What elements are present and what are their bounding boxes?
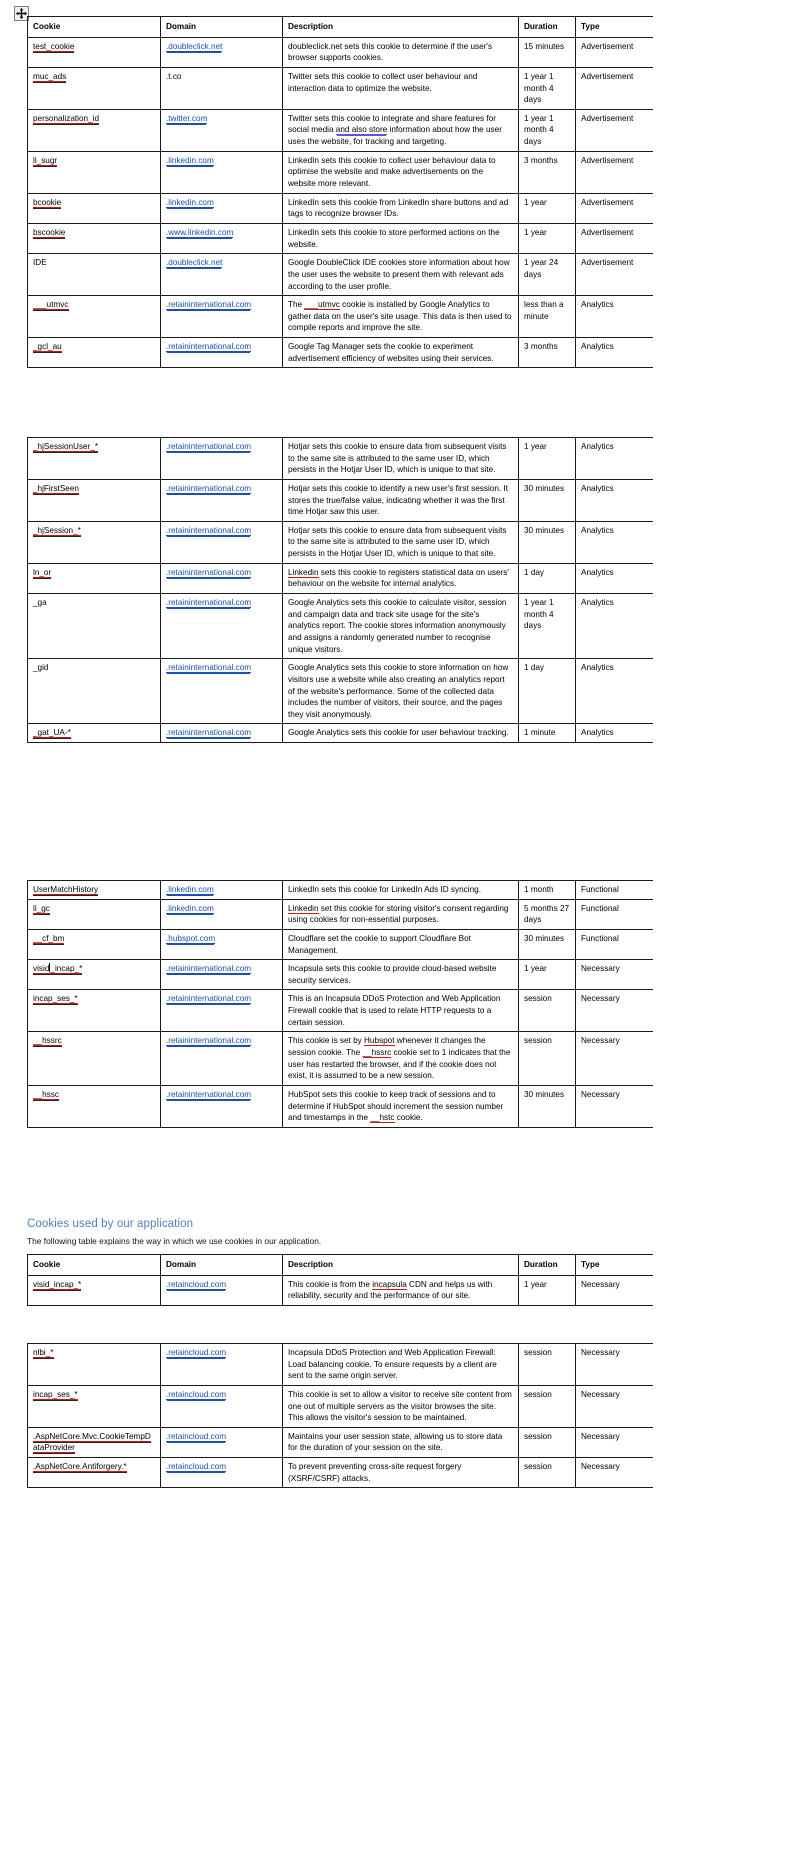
table-row — [28, 1427, 654, 1457]
domain-link[interactable]: .retaininternational.com — [166, 1089, 252, 1099]
cell-domain — [161, 37, 283, 67]
cell-type: Functional — [576, 929, 654, 959]
cookie-name-text: __hssc — [33, 1089, 59, 1099]
cell-duration: 1 year — [519, 223, 576, 253]
cookie-table-block-4 — [27, 1254, 653, 1337]
cell-type: Necessary — [576, 1427, 654, 1457]
cookie-name-text: _hjFirstSeen — [33, 483, 79, 493]
cell-domain — [161, 1344, 283, 1386]
table-row — [28, 37, 654, 67]
cell-duration: session — [519, 1427, 576, 1457]
col-header-duration: Duration — [519, 17, 576, 38]
cell-domain — [161, 724, 283, 743]
cell-description: LinkedIn sets this cookie to collect user behaviour data to optimise the website and make advertisements on the website more relevant. — [283, 151, 519, 193]
cell-type: Necessary — [576, 1085, 654, 1127]
cell-type: Analytics — [576, 338, 654, 368]
table-row — [28, 1458, 654, 1488]
table-row — [28, 521, 654, 563]
table-row — [28, 1385, 654, 1427]
cell-cookie-name — [28, 1085, 161, 1127]
cell-cookie-name — [28, 296, 161, 338]
cell-description: Maintains your user session state, allowing us to store data for the duration of your session on the site. — [283, 1427, 519, 1457]
domain-link[interactable]: .linkedin.com — [166, 885, 214, 894]
cell-domain — [161, 521, 283, 563]
cell-duration: session — [519, 1385, 576, 1427]
cell-cookie-name — [28, 881, 161, 900]
col-header-description: Description — [283, 17, 519, 38]
cell-type: Analytics — [576, 724, 654, 743]
domain-link[interactable]: .www.linkedin.com — [166, 227, 234, 237]
domain-link[interactable]: .retaininternational.com — [166, 442, 252, 451]
cookie-name-text: visid_incap_* — [33, 964, 83, 974]
domain-link[interactable]: .twitter.com — [166, 113, 208, 123]
table-row — [28, 296, 654, 338]
cookie-name-text: _ga — [33, 598, 47, 608]
cell-domain — [161, 1085, 283, 1127]
cell-cookie-name — [28, 1275, 161, 1305]
table-row — [28, 594, 654, 659]
cell-duration: 30 minutes — [519, 929, 576, 959]
cell-domain — [161, 1032, 283, 1086]
cell-cookie-name — [28, 1385, 161, 1427]
cell-type: Advertisement — [576, 37, 654, 67]
cell-cookie-name — [28, 563, 161, 593]
cell-type: Analytics — [576, 521, 654, 563]
table-row — [28, 1032, 654, 1086]
cell-duration: session — [519, 1032, 576, 1086]
cell-domain — [161, 296, 283, 338]
cell-cookie-name — [28, 67, 161, 109]
cookie-table-block-3 — [27, 880, 653, 1192]
cell-duration: 1 day — [519, 659, 576, 724]
table-body — [28, 438, 654, 743]
domain-link[interactable]: .retaincloud.com — [166, 1431, 227, 1441]
cell-description: LinkedIn sets this cookie from LinkedIn share buttons and ad tags to recognize browser IDs. — [283, 193, 519, 223]
cell-domain — [161, 659, 283, 724]
table-row — [28, 151, 654, 193]
cell-domain — [161, 1458, 283, 1488]
cell-domain — [161, 479, 283, 521]
cell-description: Linkedin sets this cookie to registers statistical data on users' behaviour on the website for internal analytics. — [283, 563, 519, 593]
cell-description: Google DoubleClick IDE cookies store information about how the user uses the website to present them with relevant ads according to the user profile. — [283, 254, 519, 296]
cell-description: This cookie is set by Hubspot whenever it changes the session cookie. The __hssrc cookie set to 1 indicates that the user has restarted the browser, and if the cookie does not exist, it is assumed to be a new session. — [283, 1032, 519, 1086]
domain-link[interactable]: .retaininternational.com — [166, 567, 252, 577]
cell-duration: 1 year 1 month 4 days — [519, 594, 576, 659]
cell-duration: 1 year — [519, 193, 576, 223]
cookie-table-4 — [27, 1254, 653, 1306]
cookie-name-text: _hjSession_* — [33, 525, 81, 535]
cell-type: Analytics — [576, 563, 654, 593]
domain-link[interactable]: .retaininternational.com — [166, 1036, 252, 1046]
table-row — [28, 563, 654, 593]
cell-description: This cookie is from the incapsula CDN and helps us with reliability, security and the performance of our site. — [283, 1275, 519, 1305]
cookie-name-text: __hssrc — [33, 1036, 62, 1046]
cookie-table-block-2 — [27, 437, 653, 864]
cell-type: Necessary — [576, 990, 654, 1032]
cell-type: Analytics — [576, 659, 654, 724]
cell-type: Functional — [576, 881, 654, 900]
domain-link[interactable]: .linkedin.com — [166, 903, 214, 913]
cookie-name-text: _gat_UA-* — [33, 728, 71, 738]
col-header-domain: Domain — [161, 1255, 283, 1276]
cell-duration: session — [519, 1458, 576, 1488]
cell-duration: 3 months — [519, 151, 576, 193]
cell-domain — [161, 881, 283, 900]
table-row — [28, 881, 654, 900]
cookie-name-text: personalization_id — [33, 113, 99, 123]
cell-duration: session — [519, 1344, 576, 1386]
table-body — [28, 1344, 654, 1488]
section-subtitle: The following table explains the way in which we use cookies in our application. — [27, 1236, 322, 1246]
cell-duration: 30 minutes — [519, 521, 576, 563]
cell-description: LinkedIn sets this cookie to store performed actions on the website. — [283, 223, 519, 253]
cell-domain — [161, 438, 283, 480]
domain-link[interactable]: .retaincloud.com — [166, 1279, 227, 1289]
cookie-name-text: .AspNetCore.Mvc.CookieTempDataProvider — [33, 1431, 151, 1453]
cell-duration: 1 year — [519, 438, 576, 480]
table-body — [28, 1275, 654, 1305]
domain-link: .t.co — [166, 71, 182, 81]
domain-link[interactable]: .linkedin.com — [166, 155, 214, 165]
domain-link[interactable]: .retaininternational.com — [166, 598, 252, 608]
col-header-duration: Duration — [519, 1255, 576, 1276]
domain-link[interactable]: .doubleclick.net — [166, 41, 223, 51]
cell-duration: 30 minutes — [519, 1085, 576, 1127]
domain-link[interactable]: .retaininternational.com — [166, 663, 252, 673]
cookie-name-text: nlbi_* — [33, 1348, 54, 1357]
table-row — [28, 724, 654, 743]
cell-domain — [161, 254, 283, 296]
cookie-name-text: IDE — [33, 258, 47, 268]
cell-domain — [161, 109, 283, 151]
cell-duration: 30 minutes — [519, 479, 576, 521]
cell-description: Hotjar sets this cookie to ensure data from subsequent visits to the same site is attributed to the same user ID, which persists in the Hotjar User ID, which is unique to that site. — [283, 521, 519, 563]
table-row — [28, 193, 654, 223]
cell-cookie-name — [28, 151, 161, 193]
cell-cookie-name — [28, 899, 161, 929]
table-row — [28, 929, 654, 959]
cell-duration: 1 year — [519, 1275, 576, 1305]
page-title: Cookies used by our application — [27, 1218, 194, 1230]
cell-description: This is an Incapsula DDoS Protection and Web Application Firewall cookie that is used to relate HTTP requests to a certain session. — [283, 990, 519, 1032]
table-row — [28, 960, 654, 990]
cookie-name-text: _gid — [33, 663, 49, 673]
col-header-cookie: Cookie — [28, 1255, 161, 1276]
domain-link[interactable]: .retaincloud.com — [166, 1462, 227, 1472]
cell-description: This cookie is set to allow a visitor to receive site content from one out of multiple servers as the visitor browses the site. This allows the visitor's session to be maintained. — [283, 1385, 519, 1427]
table-row — [28, 254, 654, 296]
cell-cookie-name — [28, 1427, 161, 1457]
cell-cookie-name — [28, 223, 161, 253]
cookie-name-text: visid_incap_* — [33, 1279, 82, 1289]
cell-duration: 1 month — [519, 881, 576, 900]
table-body — [28, 37, 654, 368]
cell-cookie-name — [28, 960, 161, 990]
cell-type: Necessary — [576, 1458, 654, 1488]
cookie-name-text: ln_or — [33, 567, 52, 577]
cell-description: Incapsula DDoS Protection and Web Application Firewall: Load balancing cookie. To ensure requests by a client are sent to the same origin server. — [283, 1344, 519, 1386]
cell-duration: 1 year 1 month 4 days — [519, 109, 576, 151]
text-cursor — [49, 963, 50, 972]
cell-domain — [161, 151, 283, 193]
table-row — [28, 990, 654, 1032]
cell-cookie-name — [28, 438, 161, 480]
cell-description: Cloudflare set the cookie to support Cloudflare Bot Management. — [283, 929, 519, 959]
cookie-table-1 — [27, 16, 653, 368]
cell-type: Analytics — [576, 296, 654, 338]
cell-duration: 1 year 1 month 4 days — [519, 67, 576, 109]
cell-type: Advertisement — [576, 193, 654, 223]
cell-domain — [161, 67, 283, 109]
cookie-name-text: incap_ses_* — [33, 1389, 78, 1399]
cell-type: Functional — [576, 899, 654, 929]
cell-description: To prevent preventing cross-site request forgery (XSRF/CSRF) attacks. — [283, 1458, 519, 1488]
cell-description: Twitter sets this cookie to collect user behaviour and interaction data to optimize the website. — [283, 67, 519, 109]
domain-link[interactable]: .retaininternational.com — [166, 342, 252, 352]
cell-cookie-name — [28, 521, 161, 563]
cell-cookie-name — [28, 659, 161, 724]
domain-link[interactable]: .retaininternational.com — [166, 728, 252, 738]
table-row — [28, 67, 654, 109]
cell-description: Google Analytics sets this cookie for user behaviour tracking. — [283, 724, 519, 743]
table-row — [28, 438, 654, 480]
cell-type: Necessary — [576, 1032, 654, 1086]
cell-type: Advertisement — [576, 223, 654, 253]
cookie-table-3 — [27, 880, 653, 1128]
domain-link[interactable]: .retaininternational.com — [166, 525, 252, 535]
cookie-name-text: li_sugr — [33, 155, 58, 165]
table-header-row — [28, 17, 654, 38]
cell-duration: 1 minute — [519, 724, 576, 743]
cell-type: Advertisement — [576, 109, 654, 151]
cookie-name-text: bscookie — [33, 227, 66, 237]
col-header-domain: Domain — [161, 17, 283, 38]
domain-link[interactable]: .linkedin.com — [166, 197, 214, 207]
cookie-name-text: incap_ses_* — [33, 994, 78, 1004]
cell-description: HubSpot sets this cookie to keep track of sessions and to determine if HubSpot should increment the session number and timestamps in the __hstc cookie. — [283, 1085, 519, 1127]
cell-domain — [161, 1275, 283, 1305]
cell-description: LinkedIn sets this cookie for LinkedIn Ads ID syncing. — [283, 881, 519, 900]
cell-domain — [161, 594, 283, 659]
cookie-name-text: bcookie — [33, 197, 62, 207]
cell-type: Advertisement — [576, 67, 654, 109]
cell-cookie-name — [28, 109, 161, 151]
cookie-name-text: muc_ads — [33, 71, 67, 81]
cookie-name-text: __cf_bm — [33, 933, 65, 943]
cookie-table-5 — [27, 1343, 653, 1488]
cell-domain — [161, 899, 283, 929]
cell-description: Hotjar sets this cookie to identify a new user's first session. It stores the true/false value, indicating whether it was the first time Hotjar saw this user. — [283, 479, 519, 521]
table-row — [28, 659, 654, 724]
domain-link[interactable]: .retaininternational.com — [166, 994, 252, 1004]
domain-link[interactable]: .retaincloud.com — [166, 1389, 227, 1399]
domain-link[interactable]: .retaincloud.com — [166, 1348, 227, 1357]
cell-cookie-name — [28, 929, 161, 959]
cell-duration: less than a minute — [519, 296, 576, 338]
cell-type: Advertisement — [576, 254, 654, 296]
cell-description: Google Analytics sets this cookie to calculate visitor, session and campaign data and track site usage for the site's analytics report. The cookie stores information anonymously and assigns a randomly generated number to recognise unique visitors. — [283, 594, 519, 659]
cookie-name-text: _gcl_au — [33, 342, 62, 352]
cell-description: Incapsula sets this cookie to provide cloud-based website security services. — [283, 960, 519, 990]
col-header-type: Type — [576, 17, 654, 38]
cell-type: Analytics — [576, 479, 654, 521]
table-row — [28, 1275, 654, 1305]
cell-description: Hotjar sets this cookie to ensure data from subsequent visits to the same site is attributed to the same user ID, which persists in the Hotjar User ID, which is unique to that site. — [283, 438, 519, 480]
cell-domain — [161, 960, 283, 990]
cell-duration: 1 year 24 days — [519, 254, 576, 296]
cell-type: Necessary — [576, 1275, 654, 1305]
cell-cookie-name — [28, 338, 161, 368]
cookie-name-text: li_gc — [33, 903, 50, 913]
cell-duration: 1 year — [519, 960, 576, 990]
cell-cookie-name — [28, 1458, 161, 1488]
cell-type: Advertisement — [576, 151, 654, 193]
cell-cookie-name — [28, 1344, 161, 1386]
table-row — [28, 479, 654, 521]
cell-duration: session — [519, 990, 576, 1032]
table-row — [28, 109, 654, 151]
domain-link[interactable]: .hubspot.com — [166, 933, 216, 943]
cell-duration: 3 months — [519, 338, 576, 368]
cell-type: Analytics — [576, 438, 654, 480]
cell-type: Necessary — [576, 960, 654, 990]
cookie-name-text: .AspNetCore.Antiforgery.* — [33, 1462, 127, 1472]
cell-duration: 5 months 27 days — [519, 899, 576, 929]
cell-cookie-name — [28, 37, 161, 67]
cell-description: Google Analytics sets this cookie to store information on how visitors use a website while also creating an analytics report of the website's performance. Some of the collected data includes the number of visitors, their source, and the pages they visit anonymously. — [283, 659, 519, 724]
cell-domain — [161, 929, 283, 959]
cell-cookie-name — [28, 594, 161, 659]
cell-cookie-name — [28, 724, 161, 743]
cell-domain — [161, 563, 283, 593]
cell-domain — [161, 1427, 283, 1457]
domain-link[interactable]: .doubleclick.net — [166, 258, 223, 268]
cookie-table-2 — [27, 437, 653, 743]
cell-cookie-name — [28, 1032, 161, 1086]
cell-description: Linkedin set this cookie for storing visitor's consent regarding using cookies for non-essential purposes. — [283, 899, 519, 929]
table-row — [28, 223, 654, 253]
cookie-table-block-1 — [27, 16, 653, 431]
col-header-cookie: Cookie — [28, 17, 161, 38]
col-header-type: Type — [576, 1255, 654, 1276]
cell-cookie-name — [28, 990, 161, 1032]
cell-type: Analytics — [576, 594, 654, 659]
col-header-description: Description — [283, 1255, 519, 1276]
table-row — [28, 899, 654, 929]
table-row — [28, 1344, 654, 1386]
cell-cookie-name — [28, 193, 161, 223]
table-body — [28, 881, 654, 1128]
cell-type: Necessary — [576, 1385, 654, 1427]
cell-description: doubleclick.net sets this cookie to determine if the user's browser supports cookies. — [283, 37, 519, 67]
cell-description: Twitter sets this cookie to integrate and share features for social media and also store information about how the user uses the website, for tracking and targeting. — [283, 109, 519, 151]
cell-cookie-name — [28, 254, 161, 296]
cell-description: The ___utmvc cookie is installed by Google Analytics to gather data on the user's site usage. This data is then used to compile reports and improve the site. — [283, 296, 519, 338]
domain-link[interactable]: .retaininternational.com — [166, 300, 252, 310]
cookie-name-text: test_cookie — [33, 41, 75, 51]
cell-domain — [161, 193, 283, 223]
table-row — [28, 1085, 654, 1127]
table-row — [28, 338, 654, 368]
cell-cookie-name — [28, 479, 161, 521]
domain-link[interactable]: .retaininternational.com — [166, 483, 252, 493]
domain-link[interactable]: .retaininternational.com — [166, 964, 252, 974]
cookie-name-text: ___utmvc — [33, 300, 69, 310]
cell-domain — [161, 338, 283, 368]
cell-duration: 15 minutes — [519, 37, 576, 67]
cookie-table-block-5 — [27, 1343, 653, 1543]
cookie-name-text: UserMatchHistory — [33, 885, 99, 894]
cell-domain — [161, 223, 283, 253]
cell-domain — [161, 1385, 283, 1427]
table-header-row — [28, 1255, 654, 1276]
cell-type: Necessary — [576, 1344, 654, 1386]
cell-description: Google Tag Manager sets the cookie to experiment advertisement efficiency of websites using their services. — [283, 338, 519, 368]
cookie-name-text: _hjSessionUser_* — [33, 442, 99, 451]
cell-duration: 1 day — [519, 563, 576, 593]
cell-domain — [161, 990, 283, 1032]
